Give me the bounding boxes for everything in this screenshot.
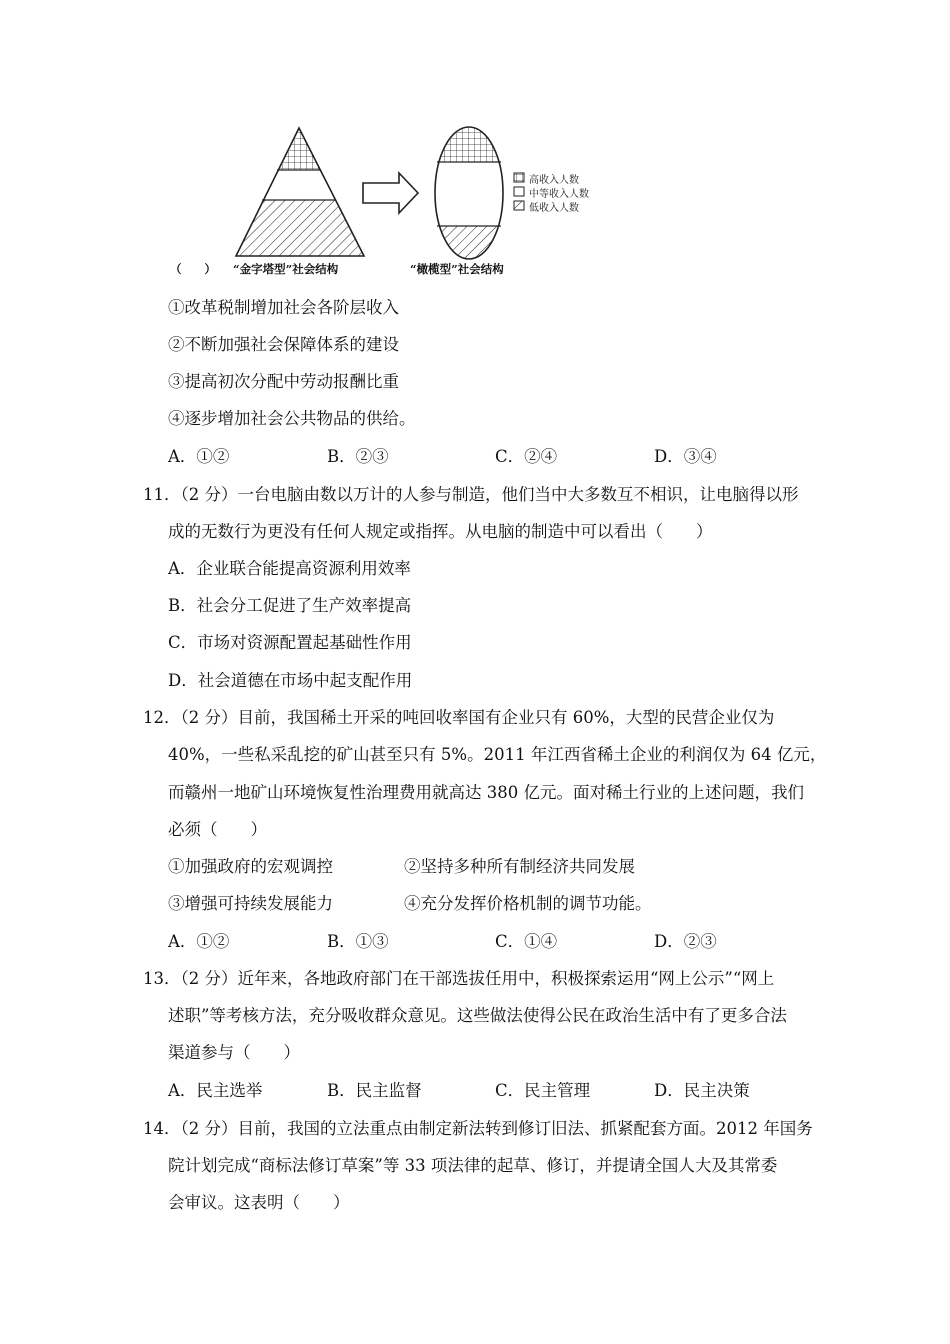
q10-item-3: ③提高初次分配中劳动报酬比重 [168,372,399,391]
q12-option-d: D．②③ [654,932,717,951]
q14-stem-line-3: 会审议。这表明（ ） [168,1193,350,1212]
olive-diagram [430,120,510,266]
q11-option-d: D．社会道德在市场中起支配作用 [168,671,413,690]
q13-stem-line-1: 13．（2 分）近年来，各地政府部门在干部选拔任用中，积极探索运用“网上公示”“网上 [143,969,775,988]
legend-label-high: 高收入人数 [529,175,579,186]
q10-option-b: B．②③ [327,447,389,466]
q13-option-b: B．民主监督 [327,1081,422,1100]
q12-item-3: ③增强可持续发展能力 [168,894,333,913]
legend-swatch-high [514,173,524,182]
q10-option-c: C．②④ [495,447,558,466]
q12-stem-line-4: 必须（ ） [168,820,267,839]
q10-item-2: ②不断加强社会保障体系的建设 [168,335,399,354]
legend-label-low: 低收入人数 [529,203,579,214]
pyramid-diagram [230,125,370,260]
legend-label-middle: 中等收入人数 [529,189,589,200]
q12-option-b: B．①③ [327,932,389,951]
caption-bracket: （ ） [170,262,216,276]
q12-item-2: ②坚持多种所有制经济共同发展 [404,857,635,876]
q12-option-a: A．①② [168,932,230,951]
q10-item-4: ④逐步增加社会公共物品的供给。 [168,409,416,428]
q11-stem-line-2: 成的无数行为更没有任何人规定或指挥。从电脑的制造中可以看出（ ） [168,522,713,541]
caption-olive: “橄榄型”社会结构 [410,262,504,276]
q13-option-a: A．民主选举 [168,1081,263,1100]
caption-pyramid: “金字塔型”社会结构 [233,262,339,276]
q12-item-1: ①加强政府的宏观调控 [168,857,333,876]
q11-option-a: A．企业联合能提高资源利用效率 [168,559,411,578]
q13-stem-line-2: 述职”等考核方法，充分吸收群众意见。这些做法使得公民在政治生活中有了更多合法 [168,1006,787,1025]
q14-stem-line-2: 院计划完成“商标法修订草案”等 33 项法律的起草、修订，并提请全国人大及其常委 [168,1156,778,1175]
q10-option-a: A．①② [168,447,230,466]
q11-stem-line-1: 11．（2 分）一台电脑由数以万计的人参与制造，他们当中大多数互不相识，让电脑得以形 [143,485,799,504]
q13-stem-line-3: 渠道参与（ ） [168,1043,300,1062]
q11-option-c: C．市场对资源配置起基础性作用 [168,633,412,652]
q13-option-c: C．民主管理 [495,1081,591,1100]
q10-option-d: D．③④ [654,447,717,466]
q10-item-1: ①改革税制增加社会各阶层收入 [168,298,399,317]
q12-item-4: ④充分发挥价格机制的调节功能。 [404,894,652,913]
q14-stem-line-1: 14．（2 分）目前，我国的立法重点由制定新法转到修订旧法、抓紧配套方面。2012 年国务 [143,1119,813,1138]
q13-option-d: D．民主决策 [654,1081,750,1100]
social-structure-figure [0,0,950,290]
q12-stem-line-3: 而赣州一地矿山环境恢复性治理费用就高达 380 亿元。面对稀土行业的上述问题，我们 [168,783,804,802]
legend-swatch-middle [514,187,524,196]
arrow-right-icon [363,173,418,213]
q11-option-b: B．社会分工促进了生产效率提高 [168,596,412,615]
q12-stem-line-2: 40%，一些私采乱挖的矿山甚至只有 5%。2011 年江西省稀土企业的利润仅为 64 亿元， [168,745,827,764]
q12-stem-line-1: 12．（2 分）目前，我国稀土开采的吨回收率国有企业只有 60%，大型的民营企业仅为 [143,708,775,727]
legend-swatch-low [514,201,524,210]
q12-option-c: C．①④ [495,932,558,951]
